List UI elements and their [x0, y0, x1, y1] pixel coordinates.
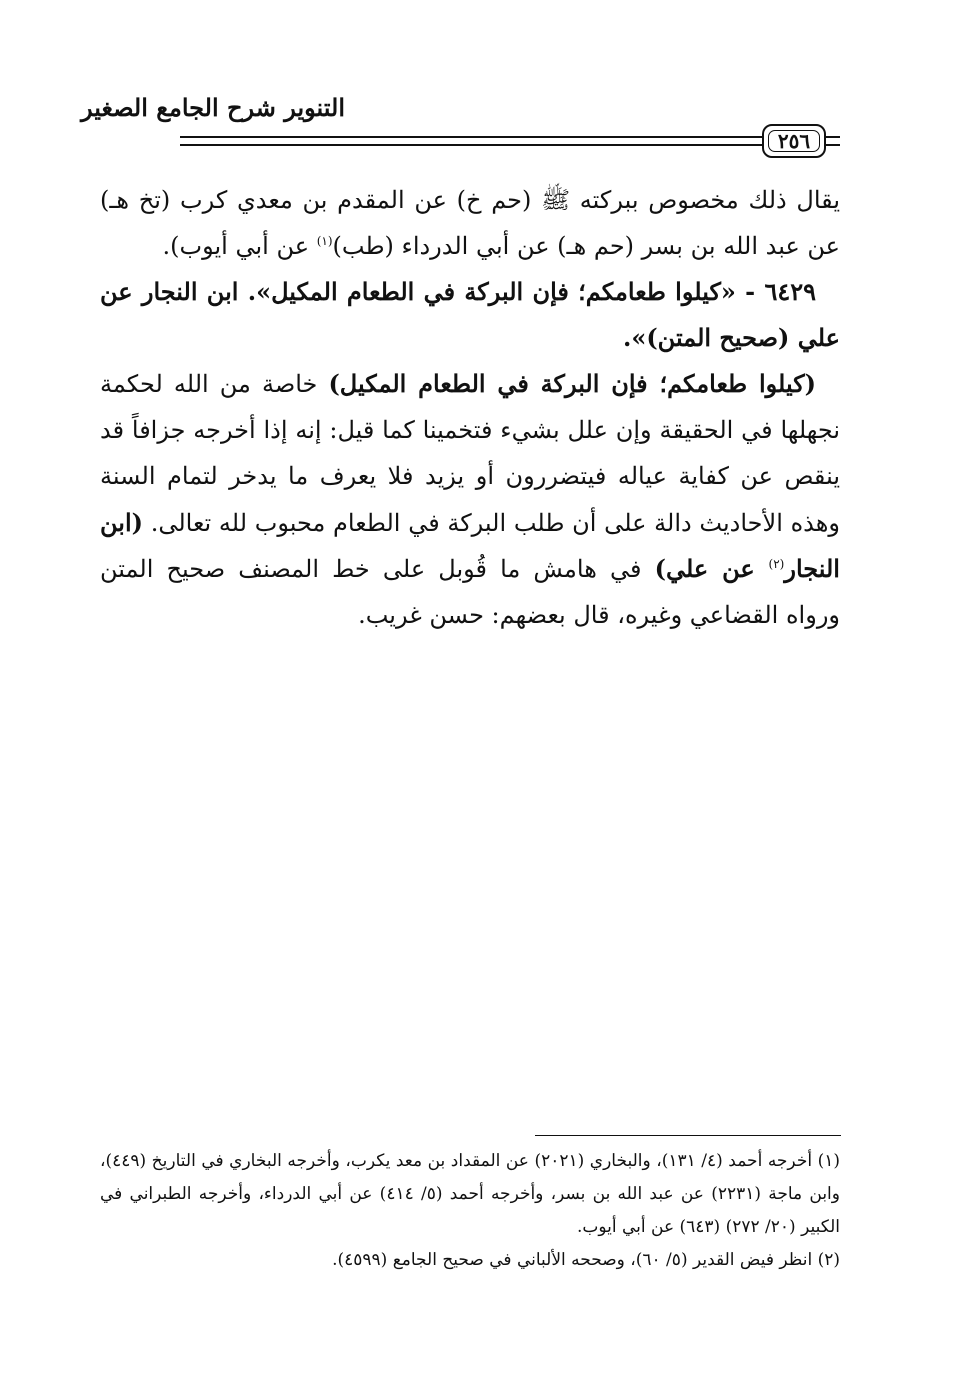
- hadith-number: ٦٤٢٩ -: [735, 277, 817, 307]
- commentary-text-a: خاصة من الله لحكمة نجهلها في الحقيقة وإن علل بشيء فتخمينا كما قيل: إنه إذا أخرجه جزافاً قد ينقص عن كفاية عياله فيتضررون أو يزيد فلا يعرف ما يدخر لتمام السنة وهذه الأحاديث دالة على أن طلب البركة في الطعام محبوب لله تعالى.: [100, 370, 840, 537]
- footnotes: [100, 1145, 840, 1278]
- footnote-ref-1[interactable]: (١): [316, 234, 333, 249]
- running-header-title: التنوير شرح الجامع الصغير: [81, 93, 345, 122]
- main-text: [100, 177, 840, 638]
- commentary-source-2: عن علي): [654, 553, 769, 583]
- header-double-rule: [180, 136, 830, 146]
- footnote-1: (١) أخرجه أحمد (٤/ ١٣١)، والبخاري (٢٠٢١) عن المقداد بن معد يكرب، وأخرجه البخاري في التاريخ (٤٤٩)، وابن ماجة (٢٢٣١) عن عبد الله بن بسر، وأخرجه أحمد (٥/ ٤١٤) عن أبي الدرداء، وأخرجه الطبراني في الكبير (٢٠/ ٢٧٢) (٦٤٣) عن أبي أيوب.: [100, 1151, 840, 1238]
- commentary-source: (ابن النجار: [100, 507, 840, 583]
- paragraph-1: [100, 177, 840, 269]
- commentary-paragraph: [100, 361, 840, 637]
- footnote-2: (٢) انظر فيض القدير (٥/ ٦٠)، وصححه الألباني في صحيح الجامع (٤٥٩٩).: [332, 1250, 840, 1271]
- hadith-text: «كيلوا طعامكم؛ فإن البركة في الطعام المكيل». ابن النجار عن علي (صحيح المتن)».: [100, 277, 840, 353]
- paragraph-1-text: يقال ذلك مخصوص ببركته ﷺ (حم خ) عن المقدم بن معدي كرب (تخ هـ) عن عبد الله بن بسر (حم هـ) عن أبي الدرداء (طب): [100, 186, 841, 261]
- footnote-separator: [535, 1135, 841, 1136]
- commentary-text-b: في هامش ما قُوبل على خط المصنف صحيح المتن ورواه القضاعي وغيره، قال بعضهم: حسن غريب.: [100, 554, 840, 629]
- footnote-ref-2[interactable]: (٢): [768, 556, 785, 571]
- paragraph-1-tail: عن أبي أيوب).: [162, 232, 317, 261]
- commentary-lead: (كيلوا طعامكم؛ فإن البركة في الطعام المكيل): [328, 369, 816, 399]
- page-number-text: ٢٥٦: [777, 129, 811, 153]
- hadith-entry: [100, 269, 840, 361]
- page-number: [762, 124, 826, 158]
- header-rule-end: [828, 136, 840, 146]
